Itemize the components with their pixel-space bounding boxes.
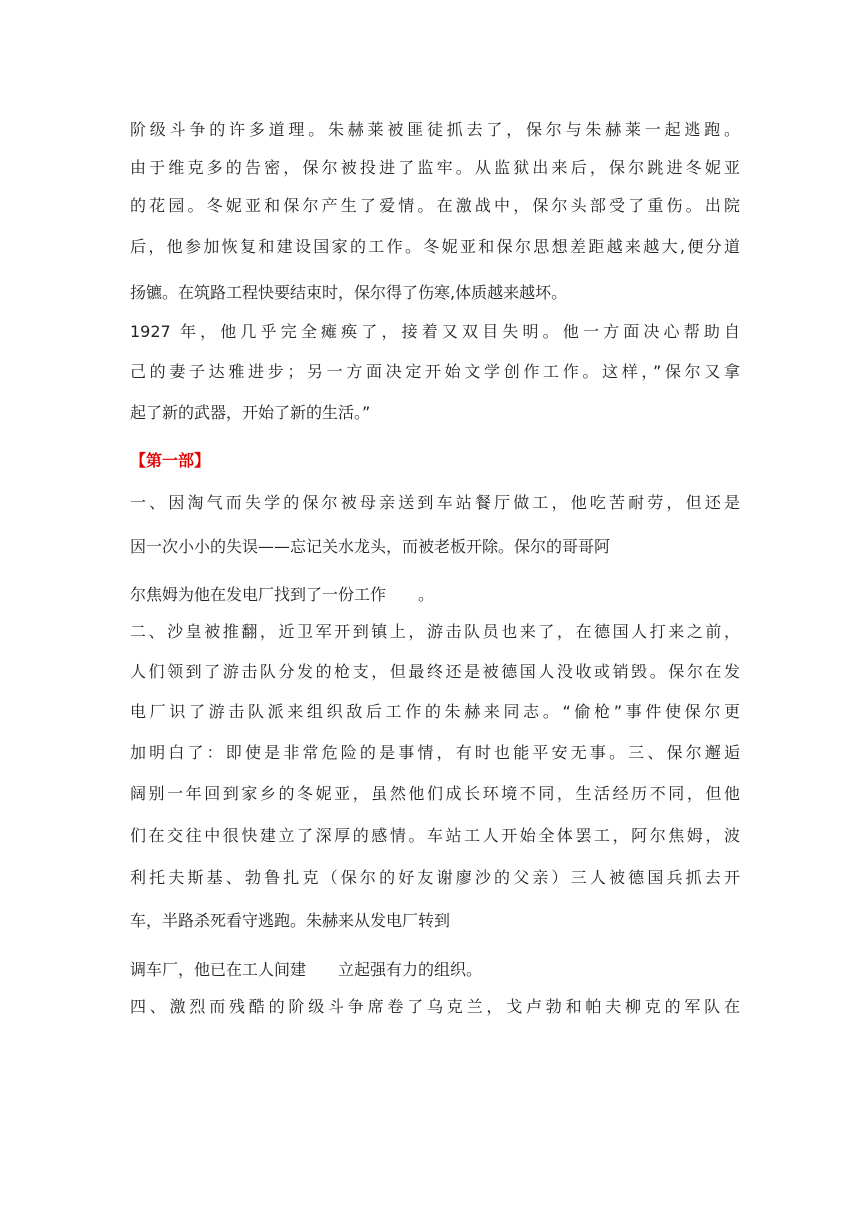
text-line: 尔焦姆为他在发电厂找到了一份工作 。 (130, 585, 435, 604)
text-line: 调车厂，他已在工人间建 立起强有力的组织。 (130, 960, 483, 979)
text-line: 由于维克多的告密，保尔被投进了监牢。从监狱出来后，保尔跳进冬妮亚 (130, 158, 740, 177)
text-line: 阔别一年回到家乡的冬妮亚，虽然他们成长环境不同，生活经历不同，但他 (130, 784, 740, 803)
text-line: 人们领到了游击队分发的枪支，但最终还是被德国人没收或销毁。保尔在发 (130, 662, 740, 681)
text-line: 扬镳。在筑路工程快要结束时，保尔得了伤寒,体质越来越坏。 (130, 283, 568, 302)
text-line: 二、沙皇被推翻，近卫军开到镇上，游击队员也来了，在德国人打来之前， (130, 622, 740, 641)
text-line: 一、因淘气而失学的保尔被母亲送到车站餐厅做工，他吃苦耐劳，但还是 (130, 493, 740, 512)
text-line: 己的妻子达雅进步；另一方面决定开始文学创作工作。这样，”保尔又拿 (130, 362, 740, 381)
section-heading: 【第一部】 (130, 451, 211, 470)
text-line: 加明白了：即使是非常危险的是事情，有时也能平安无事。三、保尔邂逅 (130, 743, 740, 762)
text-line: 起了新的武器，开始了新的生活。” (130, 403, 371, 422)
text-line: 利托夫斯基、勃鲁扎克（保尔的好友谢廖沙的父亲）三人被德国兵抓去开 (130, 868, 740, 887)
text-line: 因一次小小的失误——忘记关水龙头，而被老板开除。保尔的哥哥阿 (130, 537, 611, 556)
text-line: 阶级斗争的许多道理。朱赫莱被匪徒抓去了，保尔与朱赫莱一起逃跑。 (130, 120, 740, 139)
text-line: 车，半路杀死看守逃跑。朱赫来从发电厂转到 (130, 911, 451, 930)
text-line: 1927 年，他几乎完全瘫痪了，接着又双目失明。他一方面决心帮助自 (130, 322, 740, 341)
text-line: 四、激烈而残酷的阶级斗争席卷了乌克兰，戈卢勃和帕夫柳克的军队在 (130, 997, 740, 1016)
text-line: 们在交往中很快建立了深厚的感情。车站工人开始全体罢工，阿尔焦姆，波 (130, 826, 740, 845)
text-line: 电厂识了游击队派来组织敌后工作的朱赫来同志。“偷枪”事件使保尔更 (130, 702, 740, 721)
text-line: 后，他参加恢复和建设国家的工作。冬妮亚和保尔思想差距越来越大,便分道 (130, 237, 740, 256)
text-line: 的花园。冬妮亚和保尔产生了爱情。在激战中，保尔头部受了重伤。出院 (130, 196, 740, 215)
